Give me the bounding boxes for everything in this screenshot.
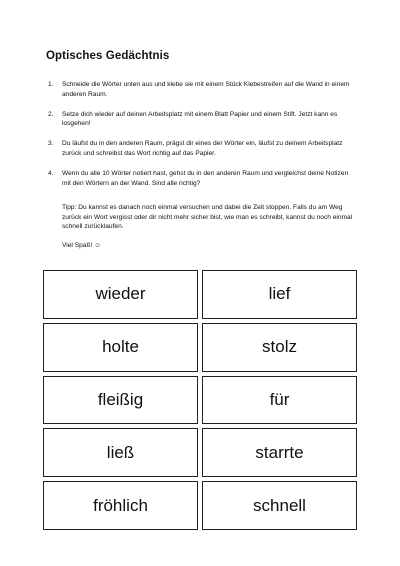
word-card[interactable]: fröhlich xyxy=(43,481,198,530)
word-card[interactable]: wieder xyxy=(43,270,198,319)
word-card[interactable]: holte xyxy=(43,323,198,372)
step-number: 1. xyxy=(48,81,54,88)
word-card[interactable]: lief xyxy=(202,270,357,319)
instruction-step xyxy=(48,169,358,188)
step-text: Schneide die Wörter unten aus und klebe sie mit einem Stück Klebestreifen auf die Wand in einem anderen Raum. xyxy=(62,81,350,98)
tip-paragraph: Tipp: Du kannst es danach noch einmal versuchen und dabei die Zeit stoppen. Falls du am Weg zurück ein Wort vergisst oder dir nicht mehr sicher bist, wie man es schreibt, kannst du noch einmal schnell zurücklaufen. xyxy=(62,204,353,231)
instruction-step xyxy=(48,110,358,129)
word-card[interactable]: schnell xyxy=(202,481,357,530)
greeting-text: Viel Spaß! ☺ xyxy=(62,242,101,249)
word-card[interactable]: starrte xyxy=(202,428,357,477)
word-card[interactable]: stolz xyxy=(202,323,357,372)
instruction-step xyxy=(48,80,358,99)
instruction-list xyxy=(48,80,358,199)
word-card[interactable]: für xyxy=(202,376,357,425)
step-text: Du läufst du in den anderen Raum, prägst dir eines der Wörter ein, läufst zu deinem Arbeitsplatz zurück und schreibst das Wort richtig auf das Papier. xyxy=(62,140,343,157)
step-number: 4. xyxy=(48,170,54,178)
instruction-step xyxy=(48,139,358,158)
step-number: 2. xyxy=(48,110,54,118)
step-number: 3. xyxy=(48,140,54,148)
step-text: Wenn du alle 10 Wörter notiert hast, gehst du in den anderen Raum und vergleichst deine Notizen mit den Wörtern an der Wand. Sind alle richtig? xyxy=(62,170,349,187)
word-card-grid xyxy=(43,270,357,530)
word-card[interactable]: ließ xyxy=(43,428,198,477)
page-title: Optisches Gedächtnis xyxy=(46,50,170,62)
step-text: Setze dich wieder auf deinen Arbeitsplatz mit einem Blatt Papier und einem Stift. Jetzt kann es losgehen! xyxy=(62,110,338,128)
word-card[interactable]: fleißig xyxy=(43,376,198,425)
